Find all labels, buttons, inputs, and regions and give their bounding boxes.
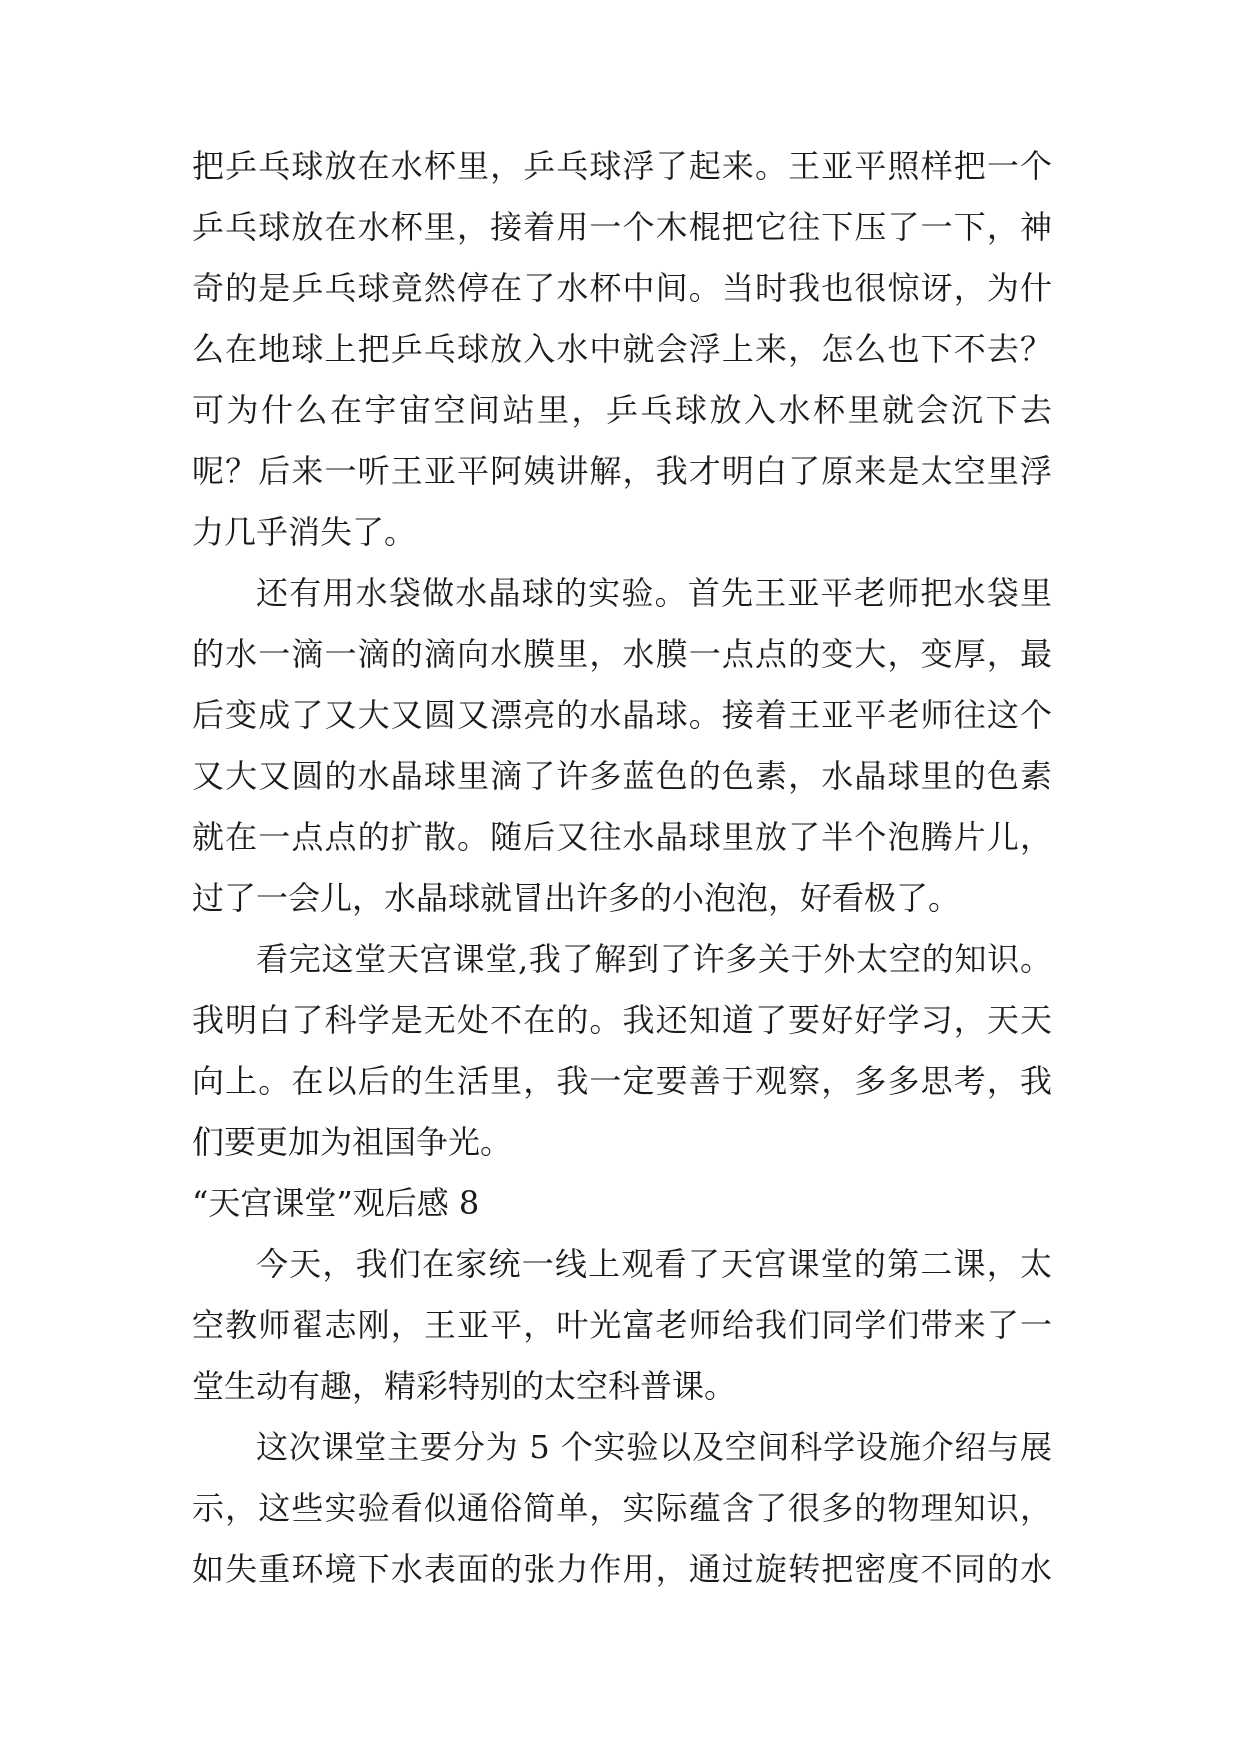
text-line: 示，这些实验看似通俗简单，实际蕴含了很多的物理知识， (192, 1489, 1052, 1527)
text-line: 力几乎消失了。 (192, 513, 417, 551)
text-line: 么在地球上把乒乓球放入水中就会浮上来，怎么也下不去？ (192, 330, 1052, 368)
text-line: 奇的是乒乓球竟然停在了水杯中间。当时我也很惊讶，为什 (192, 269, 1052, 307)
text-line: 空教师翟志刚，王亚平，叶光富老师给我们同学们带来了一 (192, 1306, 1052, 1344)
paragraph-first-line: 还有用水袋做水晶球的实验。首先王亚平老师把水袋里 (256, 574, 1052, 612)
text-line: 可为什么在宇宙空间站里，乒乓球放入水杯里就会沉下去 (192, 391, 1052, 429)
paragraph-first-line: 今天，我们在家统一线上观看了天宫课堂的第二课，太 (256, 1245, 1052, 1283)
text-line: 堂生动有趣，精彩特别的太空科普课。 (192, 1367, 737, 1405)
text-line: 向上。在以后的生活里，我一定要善于观察，多多思考，我 (192, 1062, 1052, 1100)
text-line: 后变成了又大又圆又漂亮的水晶球。接着王亚平老师往这个 (192, 696, 1052, 734)
paragraph-first-line: 这次课堂主要分为 5 个实验以及空间科学设施介绍与展 (256, 1428, 1052, 1466)
text-line: 如失重环境下水表面的张力作用，通过旋转把密度不同的水 (192, 1550, 1052, 1588)
text-line: 就在一点点的扩散。随后又往水晶球里放了半个泡腾片儿， (192, 818, 1052, 856)
text-line: 又大又圆的水晶球里滴了许多蓝色的色素，水晶球里的色素 (192, 757, 1052, 795)
section-heading: “天宫课堂”观后感 8 (192, 1184, 480, 1222)
text-line: 我明白了科学是无处不在的。我还知道了要好好学习，天天 (192, 1001, 1052, 1039)
text-line: 把乒乓球放在水杯里，乒乓球浮了起来。王亚平照样把一个 (192, 147, 1052, 185)
text-line: 的水一滴一滴的滴向水膜里，水膜一点点的变大，变厚，最 (192, 635, 1052, 673)
text-line: 呢？后来一听王亚平阿姨讲解，我才明白了原来是太空里浮 (192, 452, 1052, 490)
text-line: 过了一会儿，水晶球就冒出许多的小泡泡，好看极了。 (192, 879, 961, 917)
paragraph-first-line: 看完这堂天宫课堂,我了解到了许多关于外太空的知识。 (256, 940, 1052, 978)
text-line: 们要更加为祖国争光。 (192, 1123, 513, 1161)
text-line: 乒乓球放在水杯里，接着用一个木棍把它往下压了一下，神 (192, 208, 1052, 246)
